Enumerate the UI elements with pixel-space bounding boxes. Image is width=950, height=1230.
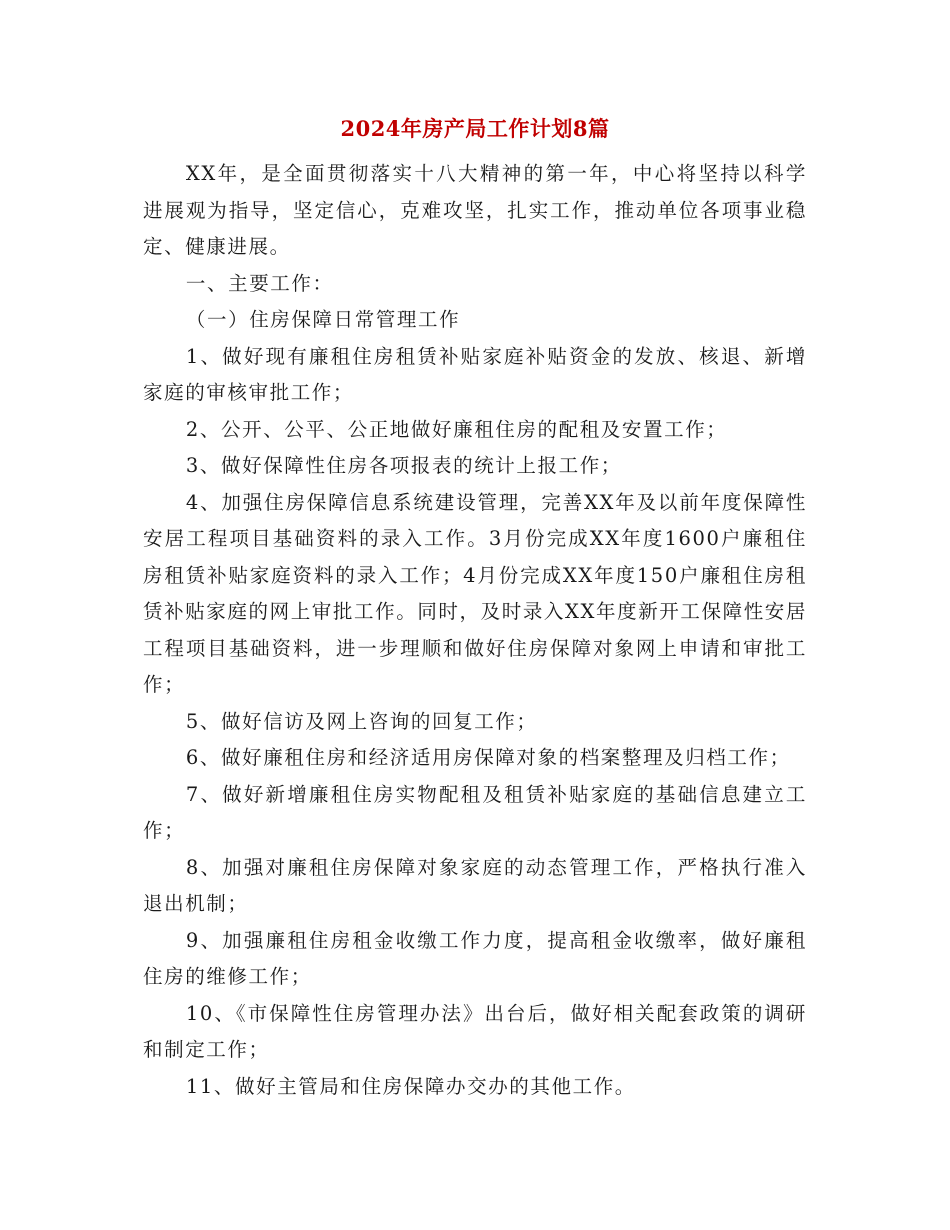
list-item-6: 6、做好廉租住房和经济适用房保障对象的档案整理及归档工作； (185, 746, 791, 769)
heading-main-work: 一、主要工作： (185, 271, 334, 295)
list-item-2: 2、公开、公平、公正地做好廉租住房的配租及安置工作； (185, 417, 728, 441)
list-item-4: 4、加强住房保障信息系统建设管理，完善XX年及以前年度保障性安居工程项目基础资料的录入工作。3月份完成XX年度1600户廉租住房租赁补贴家庭资料的录入工作；4月份完成XX年度150户廉租住房租赁补贴家庭的网上审批工作。同时，及时录入XX年度新开工保障性安居工程项目基础资料，进一步理顺和做好住房保障对象网上申请和审批工作； (143, 490, 807, 696)
list-item-5: 5、做好信访及网上咨询的回复工作； (185, 709, 538, 733)
list-item-7: 7、做好新增廉租住房实物配租及租赁补贴家庭的基础信息建立工作； (143, 782, 807, 842)
subheading-housing-management: （一）住房保障日常管理工作 (185, 308, 461, 331)
list-item-1: 1、做好现有廉租住房租赁补贴家庭补贴资金的发放、核退、新增家庭的审核审批工作； (143, 344, 807, 404)
list-item-3: 3、做好保障性住房各项报表的统计上报工作； (185, 454, 622, 477)
paragraph-intro: XX年，是全面贯彻落实十八大精神的第一年，中心将坚持以科学进展观为指导，坚定信心，克难攻坚，扎实工作，推动单位各项事业稳定、健康进展。 (143, 162, 807, 258)
document-body (143, 156, 807, 1105)
list-item-8: 8、加强对廉租住房保障对象家庭的动态管理工作，严格执行准入退出机制； (143, 855, 807, 915)
list-item-11: 11、做好主管局和住房保障办交办的其他工作。 (185, 1074, 636, 1098)
list-item-9: 9、加强廉租住房租金收缴工作力度，提高租金收缴率，做好廉租住房的维修工作； (143, 928, 807, 988)
document-title: 2024年房产局工作计划8篇 (340, 116, 610, 141)
list-item-10: 10、《市保障性住房管理办法》出台后，做好相关配套政策的调研和制定工作； (143, 1001, 807, 1061)
